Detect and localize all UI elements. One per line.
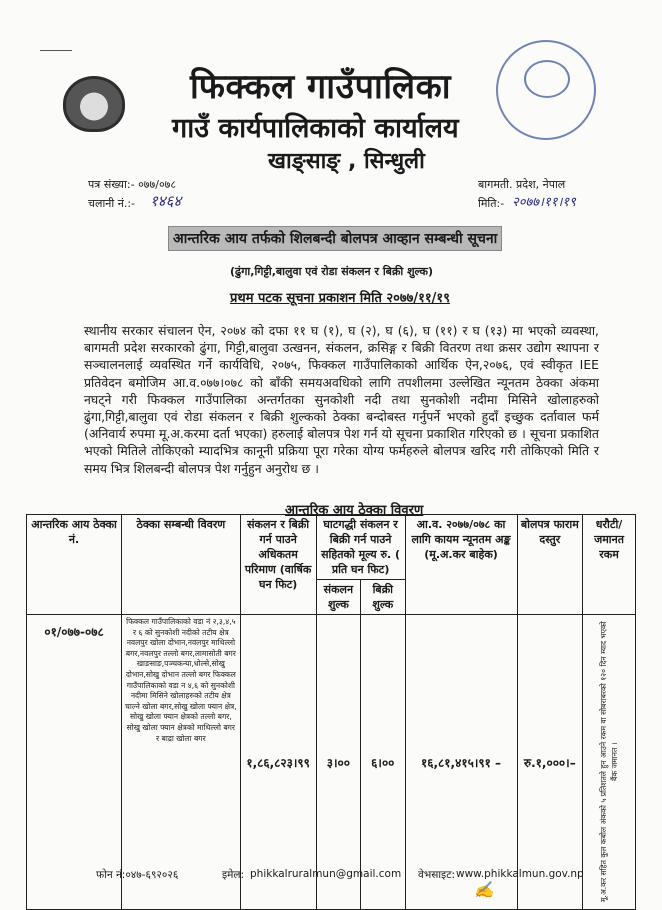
notice-items: (ढुंगा,गिट्टी,बालुवा एवं रोडा संकलन र बिक्री शुल्क) <box>230 265 433 278</box>
footer-email[interactable]: phikkalruralmun@gmail.com <box>250 868 402 880</box>
cell-description: फिक्कल गाउँपालिकाको वडा नं २,३,४,५ र ६ को सुनकोशी नदीको तटीय क्षेत्र नवलपुर खोला दोभान,नवलपुर माथिल्लो बगर,नवलपुर तल्लो बगर,लामासोती बगर खाङसाङ,पञ्चकन्या,धोल्से,सोखु दोभान,सोखु दोभान तल्लो बगर फिक्कल गाउँपालिकाको वडा न ४,६ को सुनकोशी नदीमा मिसिने खोलाहरुको तटीय क्षेत्र चाल्ने खोला बगर,सोखु खोला फ्यान क्षेत्र, सोखु खोला फ्यान क्षेत्रको तल्लो बगर, सोखु खोला फ्यान क्षेत्रको माथिल्लो बगर र बाद्रा खोला बगर <box>122 615 240 910</box>
signature: ✍ <box>474 880 494 899</box>
cell-collection-fee: ३।०० <box>316 615 360 910</box>
dispatch-number: १४६४ <box>150 192 182 210</box>
col-rate-group: घाटगद्धी संकलन र बिक्री गर्न पाउने सहितको मूल्य रु. ( प्रति घन फिट) <box>316 515 405 580</box>
table-header-row <box>27 515 636 580</box>
cell-deposit <box>583 615 636 910</box>
cell-min-amount: १६,८१,४१५।९१ – <box>405 615 517 910</box>
col-collection-fee: संकलन शुल्क <box>316 580 360 615</box>
contract-table <box>26 514 636 910</box>
table-row <box>27 615 636 910</box>
notice-subject: आन्तरिक आय तर्फको शिलबन्दी बोलपत्र आव्हान सम्बन्धी सूचना <box>168 226 502 251</box>
dispatch-label: चलानी नं.:- <box>88 197 136 210</box>
col-form-fee: बोलपत्र फाराम दस्तुर <box>517 515 583 615</box>
footer-email-label: इमेल: <box>222 869 245 881</box>
footer-phone: फोन नं:०४७-६९२०२६ <box>96 869 179 881</box>
date-value: २०७७।११।१९ <box>512 195 576 210</box>
col-description: ठेक्का सम्बन्धी विवरण <box>122 515 240 615</box>
location: खाङ्साङ् , सिन्धुली <box>268 149 425 174</box>
reference-number: पत्र संख्या:- ०७७/०७८ <box>88 178 177 191</box>
cell-sales-fee: ६।०० <box>361 615 405 910</box>
footer-web-label: वेभसाइट: <box>418 869 456 881</box>
office-title: गाउँ कार्यपालिकाको कार्यालय <box>172 113 459 144</box>
cell-contract-no: ०१/०७७-०७८ <box>27 615 122 910</box>
deposit-text: मू.अ.कर सहित कुल कबोल अंकको ५ प्रतिशतले हुन आउने रकम वा सोबराबरको १२० दिन म्याद भएको बैंक जमानत । <box>599 621 620 903</box>
table-title: आन्तरिक आय ठेक्का विवरण <box>285 503 424 518</box>
cell-max-qty: १,८६,८२३।९९ <box>240 615 316 910</box>
footer-website[interactable]: www.phikkalmun.gov.np <box>456 868 584 880</box>
province: बागमती. प्रदेश, नेपाल <box>478 178 566 191</box>
col-sales-fee: बिक्री शुल्क <box>361 580 405 615</box>
office-seal-stamp <box>496 40 596 140</box>
col-min-amount: आ.व. २०७७/०७८ का लागि कायम न्यूनतम अङ्क (मू.अ.कर बाहेक) <box>405 515 517 615</box>
first-notice-date: प्रथम पटक सूचना प्रकाशन मिति २०७७/११/१९ <box>230 291 450 306</box>
notice-body: स्थानीय सरकार संचालन ऐन, २०७४ को दफा ११ घ (१), घ (२), घ (६), घ (११) र घ (१३) मा भएको व्यवस्था, बागमती प्रदेश सरकारको ढुंगा, गिट्टी,बालुवा उत्खनन, संकलन, क्रसिङ्ग र बिक्री वितरण तथा क्रसर उद्योग स्थापना र सञ्चालनलाई व्यवस्थित गर्ने कार्यविधि, २०७५, फिक्कल गाउँपालिकाको आर्थिक ऐन,२०७६, एवं स्वीकृत IEE प्रतिवेदन बमोजिम आ.व.०७७।०७८ को बाँकी समयअवधिको लागि तपशीलमा उल्लेखित न्यूनतम ठेक्का अंकमा नघट्ने गरी फिक्कल गाउँपालिका अन्तर्गतका सुनकोशी नदी तथा सुनकोशी नदीमा मिसिने खोलाहरुको ढुंगा,गिट्टी,बालुवा एवं रोडा संकलन र बिक्री शुल्कको ठेक्का बन्दोबस्त गर्नुपर्ने भएको हुदाँ इच्छुक दर्तावाल फर्म (अनिवार्य रुपमा मू.अ.करमा दर्ता भएका) हरुलाई बोलपत्र पेश गर्न यो सूचना प्रकाशित गरिएको छ । सूचना प्रकाशित भएको मितिले तोकिएको म्यादभित्र कानूनी प्रक्रिया पूरा गरेका योग्य फर्महरुले बोलपत्र खरिद गरी तोकिएको मिति र समय भित्र शिलबन्दी बोलपत्र पेश गर्नुहुन अनुरोध छ । <box>84 323 599 476</box>
seal-emblem <box>524 60 570 98</box>
cell-form-fee: रु.१,०००।– <box>517 615 583 910</box>
margin-mark <box>40 50 72 51</box>
org-title: फिक्कल गाउँपालिका <box>190 67 452 107</box>
col-deposit: धरौटी/ जमानत रकम <box>583 515 636 615</box>
col-contract-no: आन्तरिक आय ठेक्का नं. <box>27 515 122 615</box>
nepal-emblem-icon <box>63 76 125 132</box>
date-label: मिति:- <box>478 197 505 210</box>
col-max-qty: संकलन र बिक्री गर्न पाउने अधिकतम परिमाण (वार्षिक घन फिट) <box>240 515 316 615</box>
